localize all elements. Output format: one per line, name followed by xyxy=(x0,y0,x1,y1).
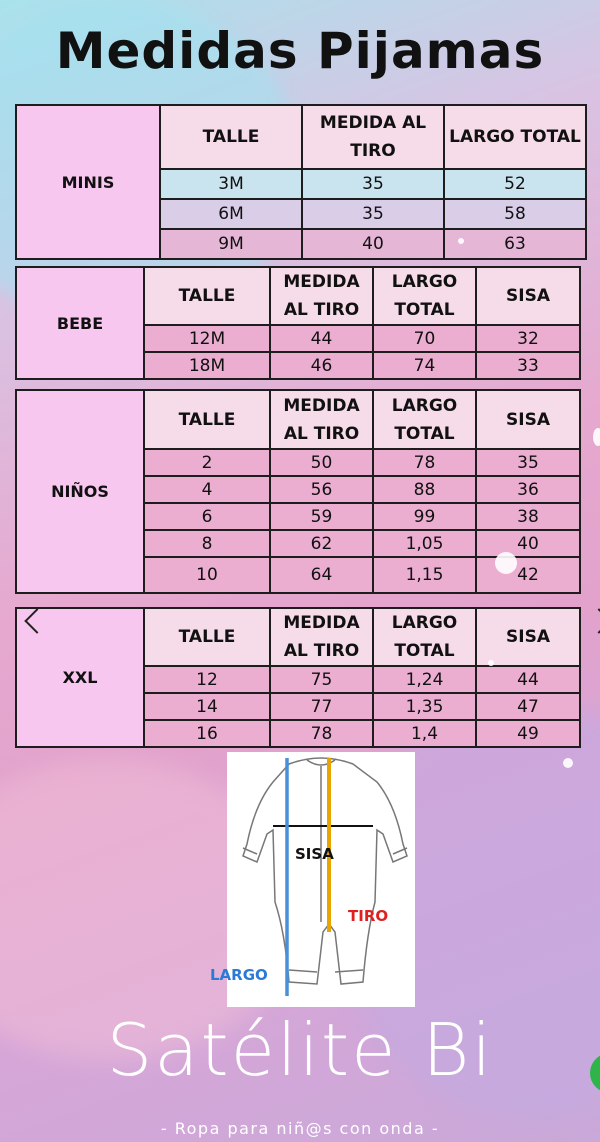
table-cell: 3M xyxy=(160,169,302,199)
table-cell: 10 xyxy=(144,557,270,593)
sisa-label: SISA xyxy=(295,845,334,863)
table-cell: 44 xyxy=(476,666,580,693)
table-cell: 78 xyxy=(373,449,476,476)
size-table-xxl xyxy=(15,607,581,748)
sparkle-icon xyxy=(593,428,600,446)
table-cell: 40 xyxy=(302,229,444,259)
table-cell: 32 xyxy=(476,325,580,352)
group-label: NIÑOS xyxy=(16,390,144,593)
table-cell: 44 xyxy=(270,325,373,352)
table-cell: 40 xyxy=(476,530,580,557)
table-cell: 70 xyxy=(373,325,476,352)
table-cell: 59 xyxy=(270,503,373,530)
column-header: LARGO TOTAL xyxy=(373,390,476,449)
table-cell: 88 xyxy=(373,476,476,503)
table-cell: 74 xyxy=(373,352,476,379)
tiro-label: TIRO xyxy=(348,907,389,925)
table-cell: 58 xyxy=(444,199,586,229)
sparkle-icon xyxy=(458,238,464,244)
column-header: MEDIDA AL TIRO xyxy=(270,608,373,666)
column-header: TALLE xyxy=(144,390,270,449)
table-cell: 1,05 xyxy=(373,530,476,557)
column-header: TALLE xyxy=(144,608,270,666)
size-table-minis xyxy=(15,104,587,260)
table-cell: 12 xyxy=(144,666,270,693)
size-table-bebe xyxy=(15,266,581,380)
table-cell: 1,35 xyxy=(373,693,476,720)
table-cell: 16 xyxy=(144,720,270,747)
table-cell: 77 xyxy=(270,693,373,720)
table-cell: 1,4 xyxy=(373,720,476,747)
table-cell: 14 xyxy=(144,693,270,720)
column-header: TALLE xyxy=(160,105,302,169)
table-cell: 50 xyxy=(270,449,373,476)
table-cell: 18M xyxy=(144,352,270,379)
table-cell: 46 xyxy=(270,352,373,379)
table-cell: 9M xyxy=(160,229,302,259)
table-cell: 4 xyxy=(144,476,270,503)
table-cell: 78 xyxy=(270,720,373,747)
table-cell: 1,24 xyxy=(373,666,476,693)
column-header: LARGO TOTAL xyxy=(444,105,586,169)
table-cell: 56 xyxy=(270,476,373,503)
table-cell: 12M xyxy=(144,325,270,352)
table-cell: 38 xyxy=(476,503,580,530)
column-header: MEDIDA AL TIRO xyxy=(270,267,373,325)
brand-tagline: - Ropa para niñ@s con onda - xyxy=(160,1119,440,1138)
column-header: SISA xyxy=(476,390,580,449)
table-cell: 42 xyxy=(476,557,580,593)
table-cell: 62 xyxy=(270,530,373,557)
table-cell: 1,15 xyxy=(373,557,476,593)
sparkle-icon xyxy=(563,758,573,768)
table-cell: 2 xyxy=(144,449,270,476)
table-cell: 49 xyxy=(476,720,580,747)
table-cell: 35 xyxy=(302,169,444,199)
column-header: SISA xyxy=(476,608,580,666)
largo-label: LARGO xyxy=(210,966,268,984)
table-cell: 6M xyxy=(160,199,302,229)
brand-logo: Satélite Bi xyxy=(106,1008,494,1092)
chevron-right-icon[interactable] xyxy=(586,608,600,633)
table-cell: 52 xyxy=(444,169,586,199)
table-cell: 47 xyxy=(476,693,580,720)
table-cell: 64 xyxy=(270,557,373,593)
column-header: TALLE xyxy=(144,267,270,325)
table-cell: 35 xyxy=(476,449,580,476)
sparkle-icon xyxy=(495,552,517,574)
table-cell: 35 xyxy=(302,199,444,229)
table-cell: 33 xyxy=(476,352,580,379)
table-cell: 99 xyxy=(373,503,476,530)
sparkle-icon xyxy=(488,660,494,666)
table-cell: 8 xyxy=(144,530,270,557)
group-label: MINIS xyxy=(16,105,160,259)
column-header: MEDIDA AL TIRO xyxy=(302,105,444,169)
column-header: LARGO TOTAL xyxy=(373,267,476,325)
table-cell: 75 xyxy=(270,666,373,693)
group-label: XXL xyxy=(16,608,144,747)
column-header: MEDIDA AL TIRO xyxy=(270,390,373,449)
column-header: LARGO TOTAL xyxy=(373,608,476,666)
group-label: BEBE xyxy=(16,267,144,379)
column-header: SISA xyxy=(476,267,580,325)
page-title: Medidas Pijamas xyxy=(55,22,545,80)
table-cell: 6 xyxy=(144,503,270,530)
table-cell: 63 xyxy=(444,229,586,259)
table-cell: 36 xyxy=(476,476,580,503)
